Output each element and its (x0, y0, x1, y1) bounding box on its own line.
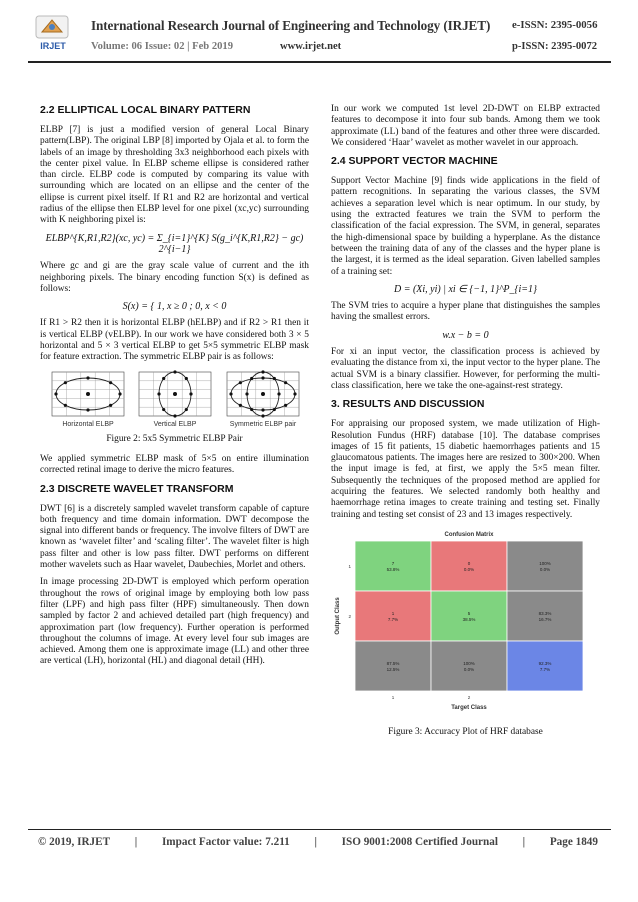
chart-title: Confusion Matrix (444, 531, 494, 538)
cell-percent: 7.7% (387, 616, 399, 622)
confusion-cell (355, 591, 431, 641)
x-tick-label: 2 (467, 694, 471, 700)
elbp-neighbor-point (239, 403, 242, 406)
cell-percent: 0.0% (463, 566, 475, 572)
x-axis-label: Target Class (451, 704, 487, 711)
elbp-neighbor-point (273, 376, 276, 379)
elbp-neighbor-point (109, 403, 112, 406)
elbp-neighbor-point (293, 392, 296, 395)
paragraph: We applied symmetric ELBP mask of 5×5 on entire illumination corrected retinal image to derive the micro features. (40, 453, 309, 476)
footer-divider (28, 829, 611, 830)
section-heading-results: 3. RESULTS AND DISCUSSION (331, 398, 485, 411)
paragraph: ELBP [7] is just a modified version of general Local Binary pattern(LBP). The original LBP [8] imported by Ojala et al. to form the labels of an image by thresholding 3x3 neighborhood each pixels with the center pixel value. In ELBP scheme ellipse is considered rather than circle. ELBP code is computed by comparing its value with surrounding which are located on an ellipse and the center of the ellipse is current pixel itself. If R1 and R2 are horizontal and vertical radius of the ellipse then ELBP level for one pixel (xc,yc) surrounding with K neighboring pixel is: (40, 125, 309, 226)
cell-count: 87.5% (386, 660, 400, 666)
cell-count: 100% (463, 660, 475, 666)
elbp-neighbor-point (245, 392, 248, 395)
paragraph: For xi an input vector, the classification process is achieved by evaluating the distance from xi, the input vector to the hyper plane. The actual SVM is a binary classifier. However, for performing the multi-class classification, here we take the one-against-rest strategy. (331, 347, 600, 391)
journal-title: International Research Journal of Engineering and Technology (IRJET) (91, 18, 491, 33)
y-axis-label: Output Class (335, 597, 341, 635)
elbp-neighbor-point (109, 381, 112, 384)
confusion-cell (431, 641, 507, 691)
volume-issue: Volume: 06 Issue: 02 | Feb 2019 (91, 41, 234, 52)
paragraph: The SVM tries to acquire a hyper plane that distinguishes the samples having the smallest errors. (331, 301, 600, 323)
page-number: Page 1849 (549, 836, 598, 848)
elbp-neighbor-point (185, 408, 188, 411)
elbp-neighbor-point (261, 376, 264, 379)
elbp-neighbor-point (250, 376, 253, 379)
elbp-center-point (261, 392, 265, 396)
paragraph: If R1 > R2 then it is horizontal ELBP (hELBP) and if R2 > R1 then it is vertical ELBP (vELBP). In our work we have considered both 3 × 5 horizontal and 5 × 3 vertical ELBP to get 5×5 symmetric ELBP mask for feature extraction. The symmetric ELBP pair is as follows: (40, 318, 309, 363)
section-heading-svm: 2.4 SUPPORT VECTOR MACHINE (331, 155, 498, 168)
cell-count: 83.3% (538, 610, 552, 616)
elbp-neighbor-point (239, 381, 242, 384)
y-tick-label: 2 (348, 613, 351, 619)
figure-2-caption: Figure 2: 5x5 Symmetric ELBP Pair (106, 433, 243, 444)
elbp-neighbor-point (189, 392, 192, 395)
cell-percent: 0.0% (463, 666, 475, 672)
paragraph: For appraising our proposed system, we made utilization of High-Resolution Fundus (HRF) database [10]. The database comprises images of 15 fit patients, 15 diabetic haemorrhages patients and 15 glaucomatous patients. The images here are resized to 300×200. When the input image is fed, at first, we apply the 5×5 mean filter. Subsequently the techniques of the proposed method are applied for acquiring the features. We selected randomly both healthy and haemorrhage retina images to create training and testing set. Finally training and testing set consist of 23 and 13 images respectively. (331, 419, 600, 520)
confusion-matrix-figure (331, 527, 600, 721)
elbp-neighbor-point (54, 392, 57, 395)
elbp-center-point (86, 392, 90, 396)
elbp-neighbor-point (157, 392, 160, 395)
e-issn: e-ISSN: 2395-0056 (512, 19, 598, 31)
elbp-neighbor-point (118, 392, 121, 395)
svg-text:IRJET: IRJET (40, 41, 66, 51)
confusion-cell (431, 591, 507, 641)
elbp-neighbor-point (284, 403, 287, 406)
cell-count: 0 (467, 560, 471, 566)
elbp-neighbor-point (173, 370, 176, 373)
elbp-neighbor-point (284, 381, 287, 384)
elbp-neighbor-point (273, 408, 276, 411)
cell-count: 7 (391, 560, 395, 566)
journal-website-link[interactable]: www.irjet.net (280, 41, 342, 52)
confusion-cell (507, 641, 583, 691)
equation-hyperplane: w.x − b = 0 (442, 329, 489, 341)
elbp-neighbor-point (185, 376, 188, 379)
cell-count: 5 (467, 610, 471, 616)
elbp-neighbor-point (64, 381, 67, 384)
confusion-cell (431, 541, 507, 591)
impact-factor: Impact Factor value: 7.211 (161, 836, 290, 848)
cell-percent: 16.7% (538, 616, 552, 622)
elbp-label: Vertical ELBP (153, 420, 197, 428)
elbp-neighbor-point (261, 414, 264, 417)
paragraph: Support Vector Machine [9] finds wide applications in the field of pattern recognitions. In separating the various classes, the SVM achieves a separation level which is near optimum. In our study, by using the extracted features we train the SVM to perform the classification of the facial expression. The SVM, in general, separates the high-dimensional space by building a hyperplane. As the distance between the training data of any of the classes and the hyper plane is the largest, it is termed as the ideal separation. Given labelled samples of a training set: (331, 176, 600, 277)
equation-elbp: ELBP^{K,R1,R2}(xc, yc) = Σ_{i=1}^{K} S(g_i^{K,R1,R2} − gc) 2^{i−1} (45, 232, 304, 255)
paragraph: Where gc and gi are the gray scale value of current and the ith neighboring pixels. The binary encoding function S(x) is defined as follows: (40, 261, 309, 294)
figure-elbp-pair (40, 370, 309, 428)
cell-percent: 0.0% (539, 566, 551, 572)
paragraph: In our work we computed 1st level 2D-DWT on ELBP extracted features to decompose it into four sub bands. Among them we took approximate (LL) band of the features and other three were discarded. We considered ‘Haar’ wavelet as mother wavelet in our approach. (331, 104, 600, 148)
elbp-neighbor-point (162, 408, 165, 411)
elbp-neighbor-point (162, 376, 165, 379)
cell-count: 1 (391, 610, 395, 616)
footer-sep: | (314, 836, 317, 848)
confusion-cell (507, 541, 583, 591)
cell-percent: 38.5% (462, 616, 476, 622)
confusion-cell (355, 641, 431, 691)
section-heading-dwt: 2.3 DISCRETE WAVELET TRANSFORM (40, 482, 234, 495)
elbp-label: Horizontal ELBP (62, 420, 114, 428)
confusion-matrix-chart (331, 527, 600, 717)
equation-training-set: D = (Xi, yi) | xi ∈ {−1, 1}^P_{i=1} (393, 283, 537, 295)
elbp-neighbor-point (229, 392, 232, 395)
right-column (331, 104, 600, 748)
equation-sx: S(x) = { 1, x ≥ 0 ; 0, x < 0 (122, 301, 227, 313)
elbp-center-point (173, 392, 177, 396)
elbp-label: Symmetric ELBP pair (229, 420, 297, 428)
footer-sep: | (522, 836, 526, 848)
x-tick-label: 1 (391, 694, 395, 700)
y-tick-label: 1 (348, 563, 351, 569)
p-issn: p-ISSN: 2395-0072 (512, 41, 598, 52)
elbp-neighbor-point (86, 408, 89, 411)
journal-logo (28, 14, 78, 52)
left-column (40, 104, 309, 674)
elbp-neighbor-point (250, 408, 253, 411)
footer (38, 836, 598, 848)
elbp-neighbor-point (86, 376, 89, 379)
cell-percent: 53.8% (386, 566, 400, 572)
cell-percent: 7.7% (539, 666, 551, 672)
elbp-neighbor-point (277, 392, 280, 395)
elbp-diagram (47, 370, 302, 428)
header-divider (28, 61, 611, 63)
paragraph: DWT [6] is a discretely sampled wavelet transform capable of capture both frequency and time domain information. DWT decompose the signal into different bands or frequency. The involve filters of DWT are known as ‘wavelet filter’ and ‘scaling filter’. The wavelet filter is high pass filter and other is low pass filter. DWT performs on different mother wavelets such as Haar wavelet, Daubechies, Morlet and others. (40, 503, 309, 571)
footer-sep: | (134, 836, 138, 848)
cell-count: 100% (539, 560, 551, 566)
iso-certification: ISO 9001:2008 Certified Journal (341, 836, 498, 848)
section-heading-elbp: 2.2 ELLIPTICAL LOCAL BINARY PATTERN (40, 104, 251, 116)
figure-3-caption: Figure 3: Accuracy Plot of HRF database (388, 727, 543, 738)
cell-percent: 12.5% (386, 666, 400, 672)
confusion-cell (355, 541, 431, 591)
confusion-cell (507, 591, 583, 641)
copyright: © 2019, IRJET (38, 836, 111, 848)
cell-count: 92.3% (538, 660, 552, 666)
elbp-neighbor-point (261, 408, 264, 411)
elbp-neighbor-point (64, 403, 67, 406)
elbp-neighbor-point (261, 370, 264, 373)
elbp-neighbor-point (173, 414, 176, 417)
paragraph: In image processing 2D-DWT is employed which perform operation throughout the rows of original image by employing both low pass filter (LPF) and high pass filter (HPF) simultaneously. Then down sampled by factor 2 and achieved detailed part (high frequency) and approximation part (low frequency). Further operation is performed throughout the columns of image. At every level four sub images are achieved. Among them one is approximate image (LL) and other three are vertical (LH), horizontal (HL) and diagonal detail (HH). (40, 577, 309, 667)
